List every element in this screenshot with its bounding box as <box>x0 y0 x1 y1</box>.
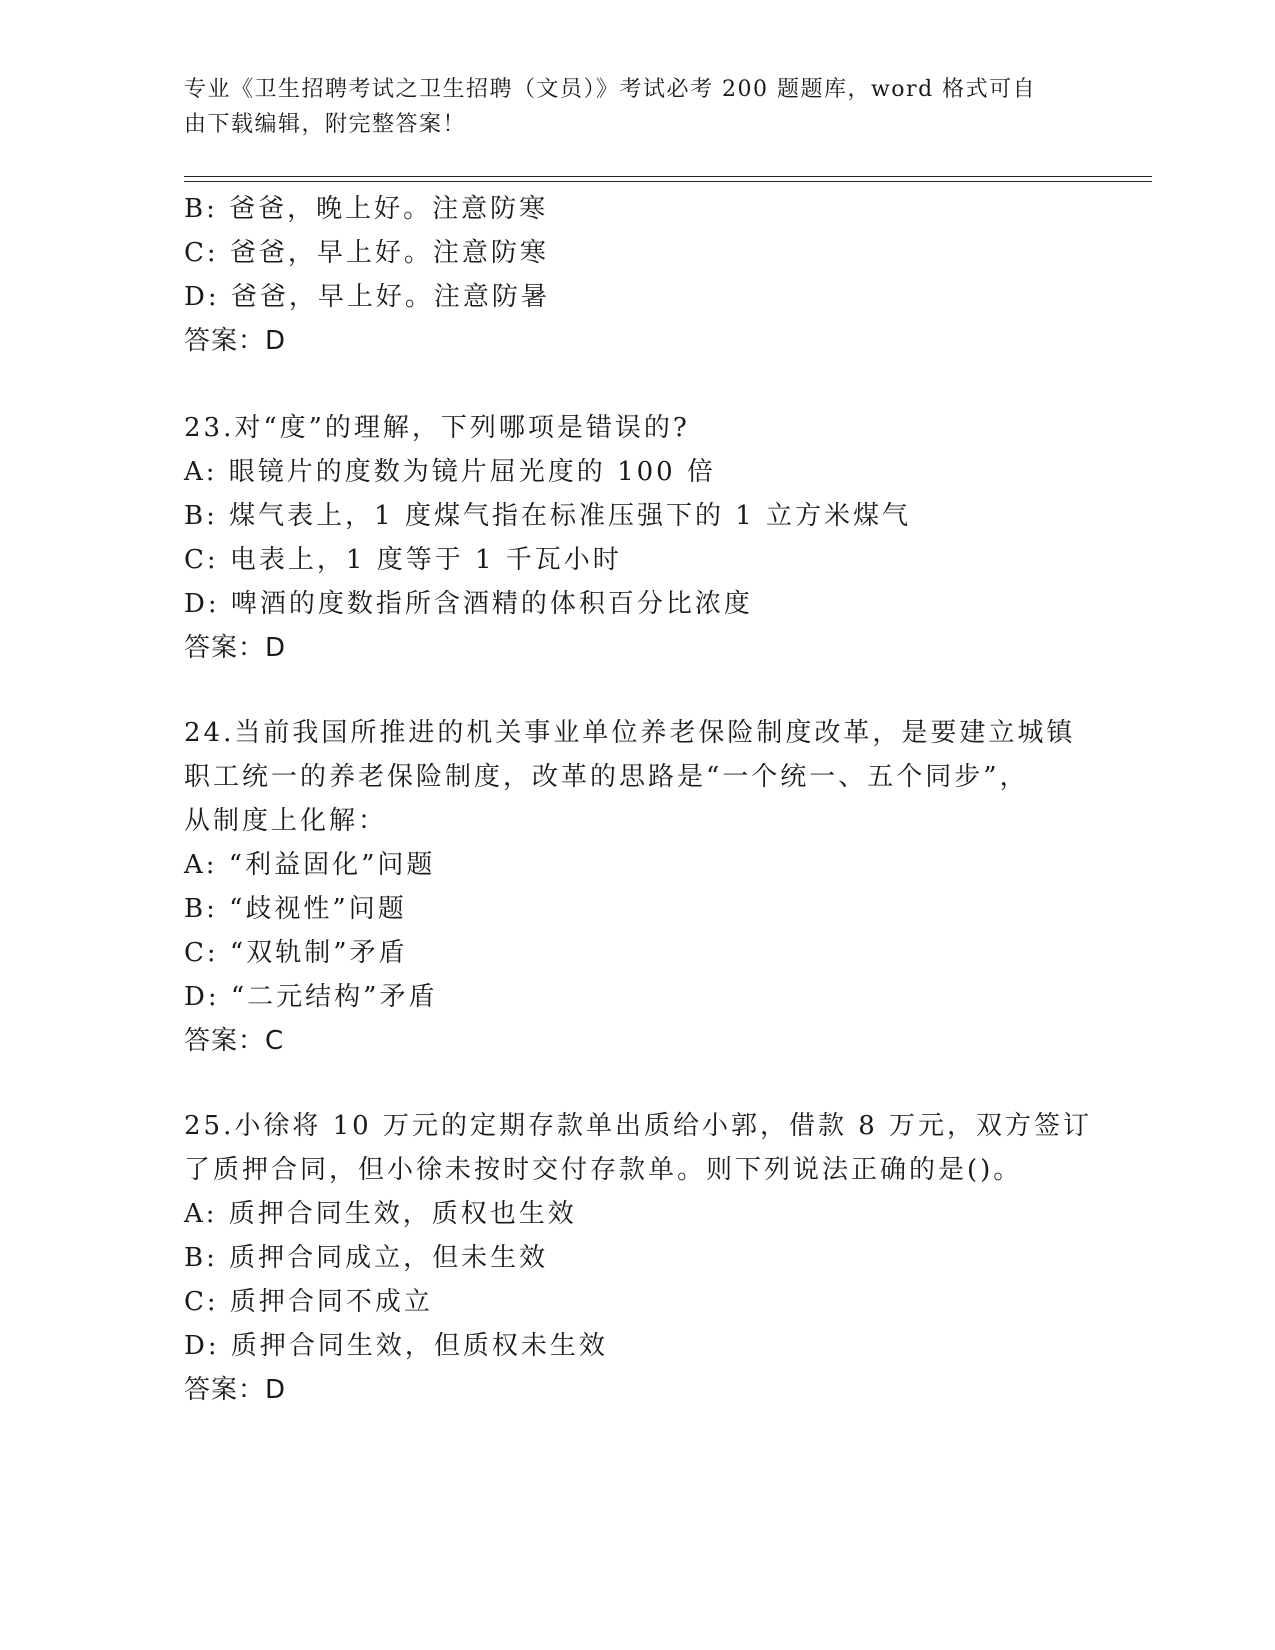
q24-option-a: A: “利益固化”问题 <box>184 850 436 880</box>
q22-option-c: C: 爸爸，早上好。注意防寒 <box>184 238 549 268</box>
q24-option-d: D: “二元结构”矛盾 <box>184 982 438 1012</box>
q25-option-d: D: 质押合同生效，但质权未生效 <box>184 1331 608 1361</box>
header-divider-bottom <box>184 181 1152 182</box>
q24-option-c: C: “双轨制”矛盾 <box>184 938 408 968</box>
q23-answer: 答案：D <box>184 633 287 663</box>
q23-option-d: D: 啤酒的度数指所含酒精的体积百分比浓度 <box>184 589 753 619</box>
q23-option-b: B: 煤气表上，1 度煤气指在标准压强下的 1 立方米煤气 <box>184 501 912 531</box>
q22-option-b: B: 爸爸，晚上好。注意防寒 <box>184 194 549 224</box>
q25-option-a: A: 质押合同生效，质权也生效 <box>184 1199 577 1229</box>
q22-option-d: D: 爸爸，早上好。注意防暑 <box>184 282 550 312</box>
q25-option-b: B: 质押合同成立，但未生效 <box>184 1243 549 1273</box>
q23-option-a: A: 眼镜片的度数为镜片屈光度的 100 倍 <box>184 457 716 487</box>
q24-stem-line-1: 24.当前我国所推进的机关事业单位养老保险制度改革，是要建立城镇 <box>184 718 1076 748</box>
q24-answer: 答案：C <box>184 1026 285 1056</box>
document-header <box>184 72 1064 142</box>
header-line-1: 专业《卫生招聘考试之卫生招聘（文员）》考试必考 200 题题库，word 格式可自 <box>184 77 1037 102</box>
q25-answer: 答案：D <box>184 1375 287 1405</box>
header-divider-top <box>184 176 1152 177</box>
q25-option-c: C: 质押合同不成立 <box>184 1287 433 1317</box>
q25-stem-line-1: 25.小徐将 10 万元的定期存款单出质给小郭，借款 8 万元，双方签订 <box>184 1111 1093 1141</box>
q24-option-b: B: “歧视性”问题 <box>184 894 407 924</box>
q24-stem-line-3: 从制度上化解： <box>184 806 388 836</box>
q25-stem-line-2: 了质押合同，但小徐未按时交付存款单。则下列说法正确的是()。 <box>184 1155 1023 1185</box>
header-line-2: 由下载编辑，附完整答案！ <box>184 112 467 137</box>
q22-answer: 答案：D <box>184 326 287 356</box>
q24-stem-line-2: 职工统一的养老保险制度，改革的思路是“一个统一、五个同步”， <box>184 762 1029 792</box>
q23-option-c: C: 电表上，1 度等于 1 千瓦小时 <box>184 545 622 575</box>
q23-stem: 23.对“度”的理解，下列哪项是错误的? <box>184 413 690 443</box>
